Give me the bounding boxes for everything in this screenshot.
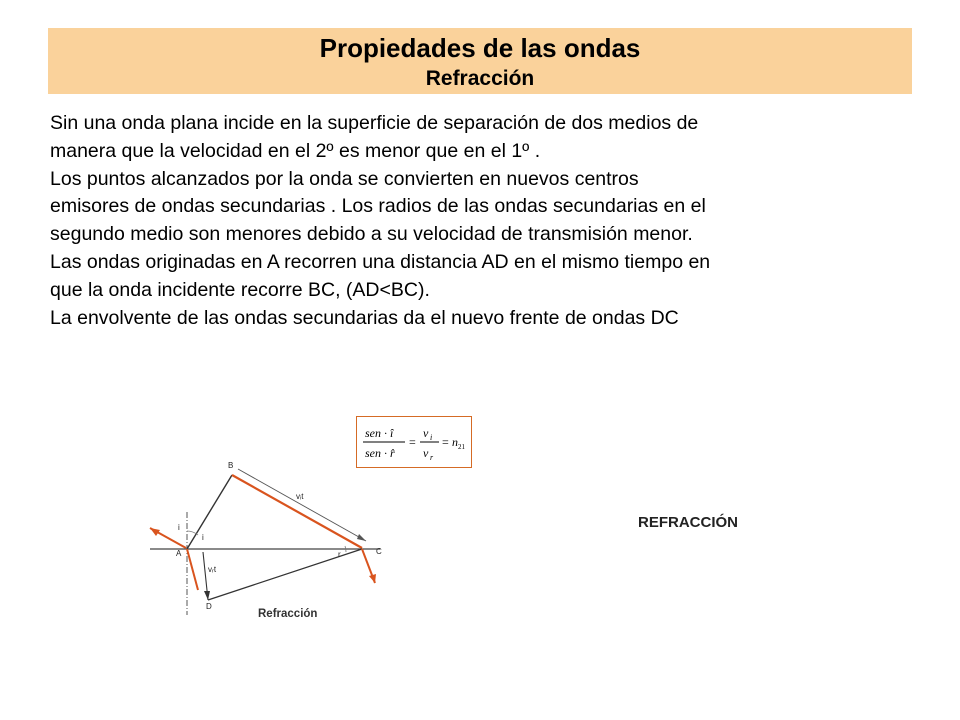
figure-caption: Refracción xyxy=(258,608,318,620)
body-line: emisores de ondas secundarias . Los radios de las ondas secundarias en el xyxy=(50,195,706,218)
incident-arrow xyxy=(150,528,160,536)
label-a: A xyxy=(176,549,182,558)
formula-eq-1: = xyxy=(409,435,416,449)
refracted-arrow-c xyxy=(369,574,376,583)
label-vrt: vᵣt xyxy=(208,565,217,574)
vit-arrow-head xyxy=(357,534,366,541)
formula-rhs: n xyxy=(452,435,458,449)
snell-formula xyxy=(357,417,471,467)
formula-den-left: sen · r̂ xyxy=(365,446,395,460)
label-vit: vᵢt xyxy=(296,492,304,501)
formula-rhs-sub: 21 xyxy=(458,443,465,451)
body-text xyxy=(50,110,870,332)
title-band xyxy=(48,28,912,94)
page-subtitle: Refracción xyxy=(425,67,535,90)
vit-arrow-line xyxy=(238,469,366,541)
body-line: que la onda incidente recorre BC, (AD<BC). xyxy=(50,278,430,301)
formula-num-mid: v xyxy=(423,426,429,440)
formula-num-left: sen · î xyxy=(365,426,394,440)
formula-den-mid: v xyxy=(423,446,429,460)
refracted-ray-a xyxy=(187,549,198,590)
label-c: C xyxy=(376,547,382,556)
formula-box xyxy=(356,416,472,468)
body-line: Sin una onda plana incide en la superficie de separación de dos medios de xyxy=(50,112,699,134)
ray-bc xyxy=(232,475,362,548)
page-title: Propiedades de las ondas xyxy=(319,33,641,63)
body-line: Las ondas originadas en A recorren una distancia AD en el mismo tiempo en xyxy=(50,250,711,273)
body-line: La envolvente de las ondas secundarias da el nuevo frente de ondas DC xyxy=(50,306,679,329)
label-i: i xyxy=(178,523,180,532)
ad-arrow-head xyxy=(204,591,210,600)
label-i2: i xyxy=(202,533,204,542)
body-line: manera que la velocidad en el 2º es menor que en el 1º . xyxy=(50,139,541,162)
formula-eq-2: = xyxy=(442,435,449,449)
label-d: D xyxy=(206,602,212,611)
refraction-diagram xyxy=(140,400,900,650)
label-r: r xyxy=(338,550,341,559)
refraction-label: REFRACCIÓN xyxy=(638,514,738,531)
body-line: segundo medio son menores debido a su velocidad de transmisión menor. xyxy=(50,223,693,246)
wavefront-ab xyxy=(187,475,232,549)
formula-num-mid-sub: i xyxy=(430,433,433,442)
body-line: Los puntos alcanzados por la onda se convierten en nuevos centros xyxy=(50,167,639,190)
label-b: B xyxy=(228,461,234,470)
formula-den-mid-sub: r xyxy=(430,453,434,462)
